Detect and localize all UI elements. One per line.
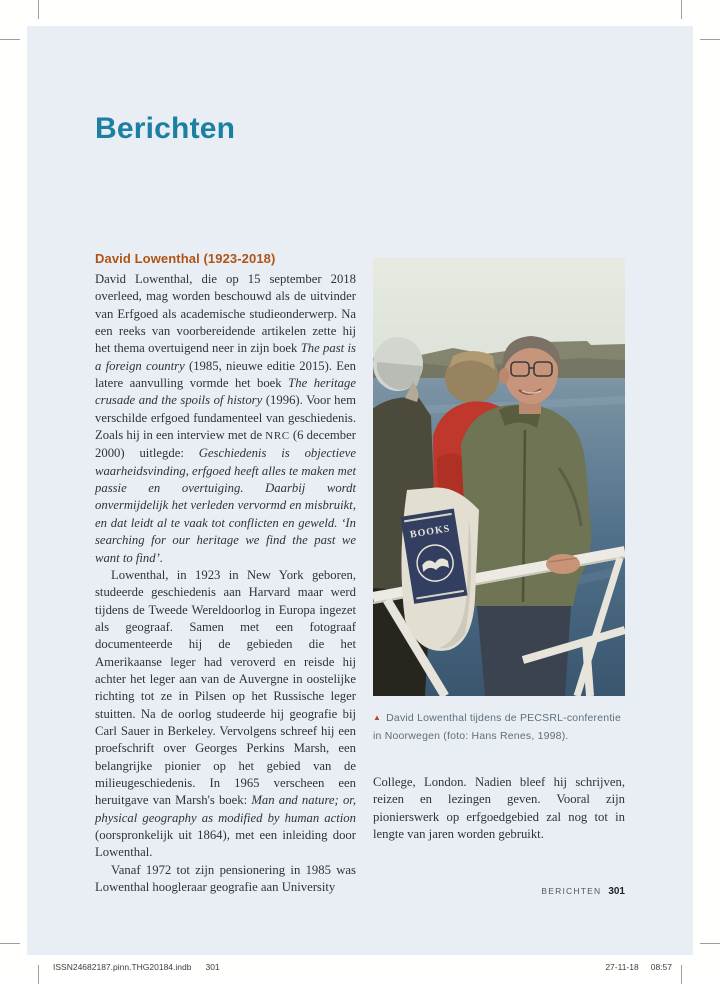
- photo-lowenthal-hand: [546, 554, 580, 574]
- article-paragraph: David Lowenthal, die op 15 september 2018 overleed, mag worden beschouwd als de uitvinder van Erfgoed als academische studieonderwerp. Na een reeks van voorbereidende artikelen zette hij het thema overtuigend neer in zijn boek The past is a foreign country (1985, nieuwe editie 2015). Een latere aanvulling vormde het boek The heritage crusade and the spoils of history (1996). Voor hem verschilde erfgoed fundamenteel van geschiedenis. Zoals hij in een interview met de NRC (6 december 2000) uitlegde: Geschiedenis is objectieve waarheidsvinding, erfgoed heeft alles te maken met passie en overtuiging. Daarbij wordt onvermijdelijk het verleden vervormd en misbruikt, en dat leidt al te vaak tot conflicten en geweld. ‘In searching for our heritage we find the past we want to find’.: [95, 272, 356, 565]
- footer-page-number: 301: [608, 886, 625, 897]
- running-footer: [541, 881, 625, 899]
- crop-mark: [700, 943, 720, 944]
- photo-caption: [373, 710, 625, 744]
- article-paragraph: Vanaf 1972 tot zijn pensionering in 1985 was Lowenthal hoogleraar geografie aan University: [95, 862, 356, 895]
- page-content-area: [27, 26, 693, 955]
- print-time: 08:57: [650, 962, 672, 972]
- print-file-info: [53, 962, 220, 972]
- crop-mark: [0, 943, 20, 944]
- crop-mark: [0, 39, 20, 40]
- print-file-page: 301: [205, 962, 220, 972]
- photo-caption-text: David Lowenthal tijdens de PECSRL-conferentie in Noorwegen (foto: Hans Renes, 1998).: [373, 712, 622, 742]
- crop-mark: [38, 965, 39, 984]
- article-body-left: [95, 271, 356, 896]
- print-file-name: ISSN24682187.pinn.THG20184.indb: [53, 962, 192, 972]
- right-column: [373, 258, 625, 843]
- crop-mark: [681, 0, 682, 19]
- caption-triangle-icon: ▲: [373, 713, 382, 722]
- crop-mark: [700, 39, 720, 40]
- photo-lowenthal-ear: [499, 368, 509, 384]
- photo-figure: [373, 258, 625, 744]
- photo: [373, 258, 625, 696]
- print-date: 27-11-18: [605, 962, 639, 972]
- print-datetime: [605, 962, 672, 972]
- crop-mark: [681, 965, 682, 984]
- footer-section-label: BERICHTEN: [541, 886, 602, 896]
- article-paragraph: College, London. Nadien bleef hij schrijven, reizen en lezingen geven. Vooral zijn pionierswerk op erfgoedgebied zal nog tot in lengte van jaren worden gebruikt.: [373, 775, 625, 842]
- photo-bag-text: BOOKS: [409, 523, 452, 541]
- crop-mark: [38, 0, 39, 19]
- article-heading: David Lowenthal (1923-2018): [95, 251, 276, 266]
- article-paragraph: Lowenthal, in 1923 in New York geboren, studeerde geschiedenis aan Harvard maar werd tijdens de Tweede Wereldoorlog in Europa ingezet als geograaf. Samen met een fotograaf documenteerde hij de gebieden die het Amerikaanse leger had veroverd en reisde hij achter het leger aan van de Auvergne in oostelijke richting tot ze in Pilsen op het Russische leger stuitten. Na de oorlog studeerde hij geografie bij Carl Sauer in Berkeley. Vervolgens schreef hij een proefschrift over Georges Perkins Marsh, een belangrijke pionier op het gebied van de milieugeschiedenis. In 1965 verscheen een heruitgave van Marsh's boek: Man and nature; or, physical geography as modified by human action (oorspronkelijk uit 1864), met een inleiding door Lowenthal.: [95, 567, 356, 860]
- page-title: Berichten: [95, 112, 236, 145]
- left-column: [95, 251, 356, 896]
- article-body-right: [373, 774, 625, 843]
